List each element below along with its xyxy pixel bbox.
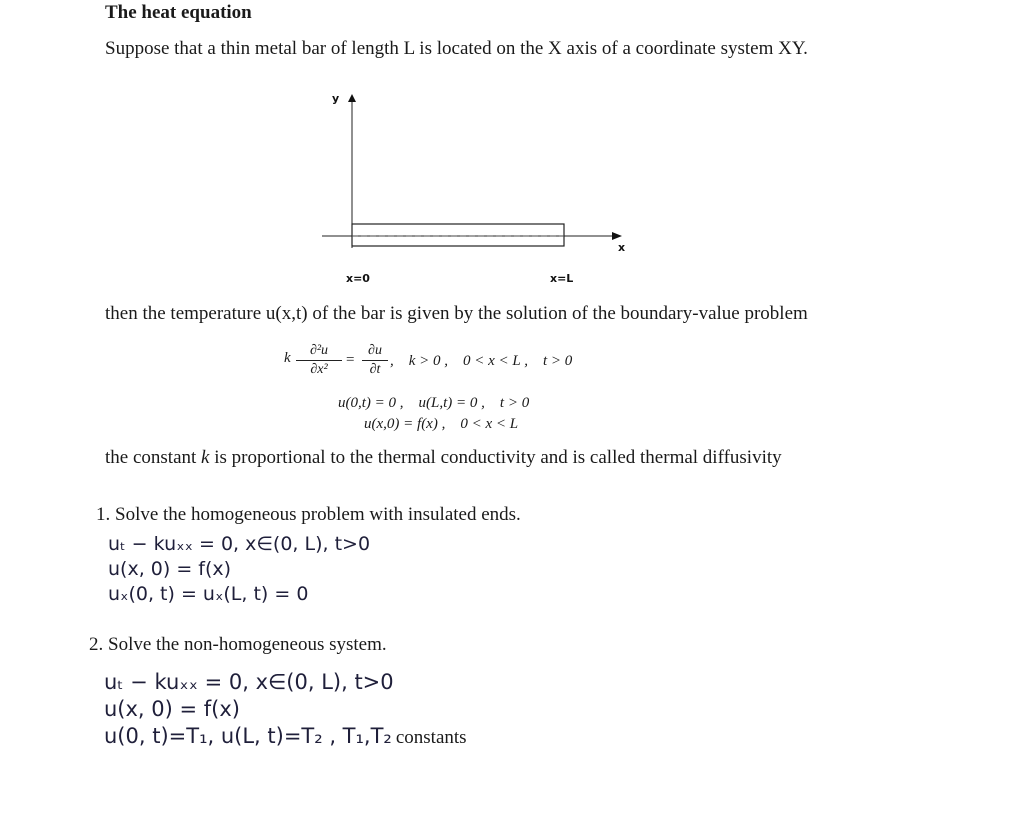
metal-bar	[352, 224, 564, 246]
problem2-initial-condition: u(x, 0) = f(x)	[104, 697, 240, 721]
page-title: The heat equation	[105, 2, 252, 23]
fraction-du-dt	[362, 343, 388, 378]
fraction-numerator: ∂²u	[309, 343, 329, 358]
y-axis-label: y	[332, 92, 340, 105]
problem2-boundary-condition: u(0, t)=T₁, u(L, t)=T₂ , T₁,T₂ constants	[104, 724, 467, 748]
boundary-conditions: u(0,t) = 0 , u(L,t) = 0 , t > 0	[338, 395, 530, 411]
problem1-initial-condition: u(x, 0) = f(x)	[108, 558, 232, 580]
label-x-equals-0: x=0	[346, 272, 370, 285]
problem1-pde: uₜ − kuₓₓ = 0, x∈(0, L), t>0	[108, 533, 371, 555]
problem2-heading: 2. Solve the non-homogeneous system.	[89, 634, 387, 655]
fraction-denominator: ∂t	[369, 362, 381, 377]
fraction-d2u-dx2	[296, 343, 342, 378]
constant-k: k	[201, 447, 210, 468]
then-paragraph: then the temperature u(x,t) of the bar is given by the solution of the boundary-value problem	[105, 303, 808, 324]
fraction-numerator: ∂u	[368, 343, 382, 358]
x-axis-arrowhead	[612, 232, 622, 240]
problem1-boundary-condition: uₓ(0, t) = uₓ(L, t) = 0	[108, 583, 309, 605]
constants-label: constants	[395, 727, 467, 748]
problem1-heading: 1. Solve the homogeneous problem with insulated ends.	[96, 504, 521, 525]
problem2-pde: uₜ − kuₓₓ = 0, x∈(0, L), t>0	[104, 670, 394, 694]
y-axis-arrowhead	[348, 94, 356, 102]
constant-paragraph: the constant k is proportional to the thermal conductivity and is called thermal diffusivity	[105, 447, 782, 468]
x-axis-label: x	[618, 241, 626, 254]
initial-condition: u(x,0) = f(x) , 0 < x < L	[364, 416, 519, 432]
intro-paragraph: Suppose that a thin metal bar of length L is located on the X axis of a coordinate system XY.	[105, 38, 808, 59]
fraction-denominator: ∂x²	[310, 362, 328, 377]
pde-equals: =	[346, 352, 355, 368]
pde-k: k	[284, 350, 291, 366]
bar-diagram	[310, 88, 640, 288]
label-x-equals-L: x=L	[550, 272, 574, 285]
pde-conditions: , k > 0 , 0 < x < L , t > 0	[390, 353, 573, 369]
